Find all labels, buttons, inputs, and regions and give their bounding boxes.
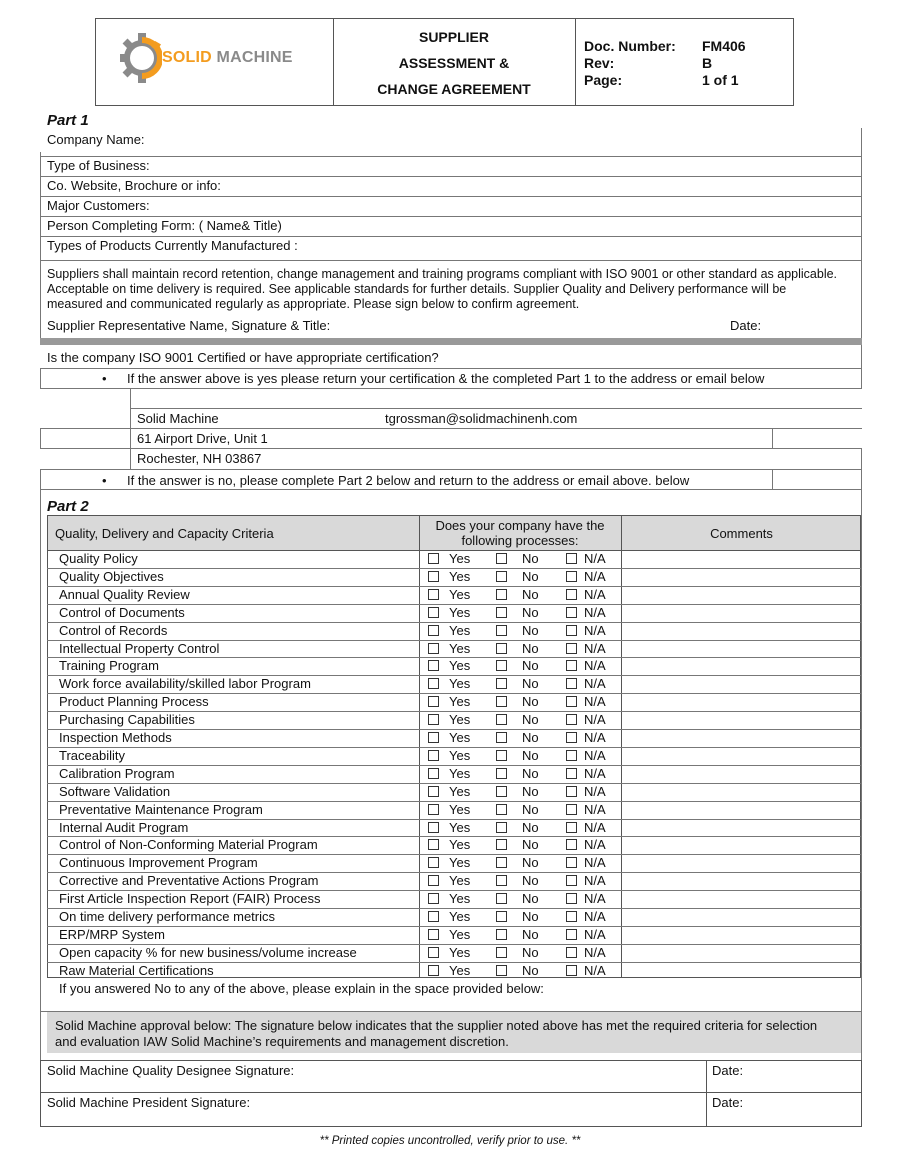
na-checkbox[interactable] [566,625,577,636]
no-label: No [522,873,539,889]
no-checkbox[interactable] [496,732,507,743]
na-label: N/A [584,640,606,656]
no-checkbox[interactable] [496,839,507,850]
no-label: No [522,568,539,584]
no-label: No [522,676,539,692]
yes-checkbox[interactable] [428,589,439,600]
na-checkbox[interactable] [566,947,577,958]
comment-cell[interactable] [622,693,860,711]
form-title-line-1: SUPPLIER [418,29,489,45]
na-label: N/A [584,676,606,692]
table-row [47,604,861,622]
no-checkbox[interactable] [496,589,507,600]
na-label: N/A [584,765,606,781]
bullet: • [102,473,107,488]
na-checkbox[interactable] [566,965,577,976]
form-title-line-2: ASSESSMENT & [398,55,510,71]
yes-label: Yes [449,944,471,960]
form-title-line-3: CHANGE AGREEMENT [377,81,531,97]
na-label: N/A [584,801,606,817]
yes-checkbox[interactable] [428,875,439,886]
criteria-label: First Article Inspection Report (FAIR) Process [59,891,321,907]
no-checkbox[interactable] [496,714,507,725]
comment-cell[interactable] [622,836,860,854]
na-checkbox[interactable] [566,804,577,815]
no-label: No [522,640,539,656]
na-checkbox[interactable] [566,660,577,671]
comment-cell[interactable] [622,944,860,962]
na-label: N/A [584,712,606,728]
yes-checkbox[interactable] [428,678,439,689]
doc-number-label: Doc. Number: [584,38,676,54]
address-street: 61 Airport Drive, Unit 1 [137,431,268,446]
comment-cell[interactable] [622,765,860,783]
no-label: No [522,586,539,602]
na-label: N/A [584,747,606,763]
table-row [47,622,861,640]
no-checkbox[interactable] [496,804,507,815]
na-checkbox[interactable] [566,822,577,833]
na-label: N/A [584,551,606,566]
no-label: No [522,694,539,710]
yes-checkbox[interactable] [428,714,439,725]
yes-checkbox[interactable] [428,696,439,707]
yes-label: Yes [449,676,471,692]
criteria-label: Intellectual Property Control [59,640,220,656]
company-logo [118,30,318,90]
yes-checkbox[interactable] [428,911,439,922]
cell-border [40,368,41,388]
yes-label: Yes [449,730,471,745]
na-checkbox[interactable] [566,857,577,868]
yes-checkbox[interactable] [428,625,439,636]
part1-left-border [40,152,41,340]
bullet-no-text: If the answer is no, please complete Part 2 below and return to the address or email above. below [127,473,690,488]
page-value: 1 of 1 [702,72,739,88]
no-label: No [522,962,539,978]
no-checkbox[interactable] [496,571,507,582]
comment-cell[interactable] [622,711,860,729]
row-rule [40,176,862,177]
major-customers-field[interactable]: Major Customers: [47,198,150,213]
no-label: No [522,783,539,799]
na-label: N/A [584,658,606,674]
no-checkbox[interactable] [496,696,507,707]
table-row [47,836,861,854]
agreement-line-2: Acceptable on time delivery is required. See applicable standards for further details. Supplier Quality and Delivery performance will be [47,282,787,296]
yes-label: Yes [449,586,471,602]
yes-label: Yes [449,568,471,584]
quality-signature-field[interactable]: Solid Machine Quality Designee Signature: [47,1063,295,1078]
yes-checkbox[interactable] [428,947,439,958]
iso-question: Is the company ISO 9001 Certified or have appropriate certification? [47,350,439,365]
na-label: N/A [584,568,606,584]
yes-checkbox[interactable] [428,965,439,976]
na-checkbox[interactable] [566,643,577,654]
comment-cell[interactable] [622,568,860,586]
comment-cell[interactable] [622,675,860,693]
part2-left-border [40,489,41,1061]
criteria-label: Inspection Methods [59,730,172,745]
website-field[interactable]: Co. Website, Brochure or info: [47,178,221,193]
row-rule [40,489,862,490]
no-checkbox[interactable] [496,625,507,636]
row-rule [40,469,862,470]
no-label: No [522,819,539,835]
na-label: N/A [584,944,606,960]
na-checkbox[interactable] [566,786,577,797]
no-label: No [522,891,539,907]
rep-signature-field[interactable]: Supplier Representative Name, Signature & Title: [47,318,331,333]
na-checkbox[interactable] [566,678,577,689]
criteria-label: Continuous Improvement Program [59,855,258,871]
no-checkbox[interactable] [496,857,507,868]
bullet-yes-text: If the answer above is yes please return your certification & the completed Part 1 to the address or email below [127,371,765,386]
address-city: Rochester, NH 03867 [137,451,262,466]
table-row [47,568,861,586]
na-label: N/A [584,604,606,620]
no-label: No [522,747,539,763]
na-checkbox[interactable] [566,875,577,886]
na-checkbox[interactable] [566,571,577,582]
criteria-label: Corrective and Preventative Actions Program [59,873,319,889]
comment-cell[interactable] [622,926,860,944]
comment-cell[interactable] [622,890,860,908]
col-comments-header: Comments [710,526,773,541]
row-rule [40,236,862,237]
yes-checkbox[interactable] [428,768,439,779]
na-label: N/A [584,586,606,602]
president-date-field[interactable]: Date: [712,1095,744,1110]
na-checkbox[interactable] [566,750,577,761]
row-rule [40,1092,862,1093]
approval-line-2: and evaluation IAW Solid Machine’s requirements and management discretion. [55,1034,509,1049]
na-label: N/A [584,622,606,638]
cell-border [40,428,41,448]
table-row [47,801,861,819]
yes-label: Yes [449,747,471,763]
part2-heading: Part 2 [47,498,89,515]
comment-cell[interactable] [622,640,860,658]
comment-cell[interactable] [622,550,860,568]
na-checkbox[interactable] [566,589,577,600]
yes-label: Yes [449,694,471,710]
comment-cell[interactable] [622,586,860,604]
na-label: N/A [584,837,606,853]
row-rule [40,156,862,157]
na-checkbox[interactable] [566,893,577,904]
no-label: No [522,551,539,566]
na-label: N/A [584,855,606,871]
col-processes-header-2: following processes: [461,533,579,548]
row-rule [40,368,862,369]
yes-label: Yes [449,801,471,817]
comment-cell[interactable] [622,783,860,801]
table-row [47,854,861,872]
col-divider [706,1060,707,1127]
criteria-label: Control of Non-Conforming Material Program [59,837,318,853]
rev-label: Rev: [584,55,615,71]
no-label: No [522,730,539,745]
no-label: No [522,801,539,817]
table-row [47,962,861,980]
na-checkbox[interactable] [566,768,577,779]
person-completing-field[interactable]: Person Completing Form: ( Name& Title) [47,218,282,233]
yes-label: Yes [449,712,471,728]
comment-cell[interactable] [622,622,860,640]
table-row [47,765,861,783]
company-name-field[interactable]: Company Name: [47,132,145,147]
comment-cell[interactable] [622,604,860,622]
comment-cell[interactable] [622,801,860,819]
no-checkbox[interactable] [496,607,507,618]
col-criteria-header: Quality, Delivery and Capacity Criteria [55,526,274,541]
part2-right-border [861,489,862,1061]
yes-label: Yes [449,837,471,853]
row-rule [40,196,862,197]
agreement-line-1: Suppliers shall maintain record retention, change management and training programs compliant with ISO 9001 or other standard as applicable. [47,267,838,281]
criteria-label: Control of Records [59,622,168,638]
criteria-label: Quality Policy [59,551,138,566]
no-checkbox[interactable] [496,553,507,564]
yes-checkbox[interactable] [428,929,439,940]
no-checkbox[interactable] [496,750,507,761]
table-row [47,640,861,658]
type-of-business-field[interactable]: Type of Business: [47,158,150,173]
table-row [47,586,861,604]
criteria-label: Control of Documents [59,604,185,620]
no-checkbox[interactable] [496,965,507,976]
table-row [47,675,861,693]
na-label: N/A [584,909,606,924]
criteria-label: Quality Objectives [59,568,164,584]
rev-value: B [702,55,713,71]
yes-checkbox[interactable] [428,750,439,761]
table-row [47,711,861,729]
na-checkbox[interactable] [566,553,577,564]
no-checkbox[interactable] [496,929,507,940]
na-checkbox[interactable] [566,929,577,940]
row-rule [40,260,862,261]
yes-label: Yes [449,926,471,942]
yes-checkbox[interactable] [428,732,439,743]
address-name: Solid Machine [137,411,219,426]
comment-cell[interactable] [622,747,860,765]
yes-label: Yes [449,855,471,871]
na-label: N/A [584,873,606,889]
header-divider [575,18,576,106]
criteria-label: Purchasing Capabilities [59,712,195,728]
part1-heading: Part 1 [47,112,89,129]
comment-cell[interactable] [622,657,860,675]
no-label: No [522,837,539,853]
criteria-label: Work force availability/skilled labor Program [59,676,311,692]
yes-label: Yes [449,622,471,638]
na-label: N/A [584,730,606,745]
no-label: No [522,765,539,781]
table-row [47,890,861,908]
table-row [47,926,861,944]
no-label: No [522,926,539,942]
comment-cell[interactable] [622,962,860,980]
yes-checkbox[interactable] [428,857,439,868]
cell-border [861,448,862,490]
na-label: N/A [584,962,606,978]
criteria-label: Raw Material Certifications [59,962,214,978]
yes-checkbox[interactable] [428,607,439,618]
no-label: No [522,658,539,674]
no-checkbox[interactable] [496,660,507,671]
rep-date-field[interactable]: Date: [730,318,762,333]
table-row [47,693,861,711]
row-rule [40,448,862,449]
president-signature-field[interactable]: Solid Machine President Signature: [47,1095,251,1110]
table-row [47,747,861,765]
row-rule [40,428,862,429]
yes-checkbox[interactable] [428,553,439,564]
na-checkbox[interactable] [566,607,577,618]
page-label: Page: [584,72,623,88]
cell-border [772,469,773,489]
address-email[interactable]: tgrossman@solidmachinenh.com [385,411,578,426]
table-row [47,657,861,675]
table-row [47,783,861,801]
yes-label: Yes [449,891,471,907]
criteria-label: Calibration Program [59,765,175,781]
table-row [47,819,861,837]
products-field[interactable]: Types of Products Currently Manufactured : [47,238,298,253]
no-checkbox[interactable] [496,786,507,797]
cell-border [772,428,773,448]
yes-checkbox[interactable] [428,804,439,815]
yes-checkbox[interactable] [428,893,439,904]
logo-text: SOLID MACHINE [162,49,293,66]
table-row [47,944,861,962]
criteria-label: Training Program [59,658,159,674]
col-processes-header-1: Does your company have the [435,518,605,533]
comment-cell[interactable] [622,819,860,837]
na-label: N/A [584,783,606,799]
row-rule [40,388,862,389]
yes-checkbox[interactable] [428,660,439,671]
yes-label: Yes [449,765,471,781]
comment-cell[interactable] [622,908,860,926]
na-label: N/A [584,694,606,710]
gear-icon [118,30,162,86]
yes-checkbox[interactable] [428,643,439,654]
yes-label: Yes [449,873,471,889]
yes-label: Yes [449,909,471,924]
criteria-label: Annual Quality Review [59,586,190,602]
no-checkbox[interactable] [496,911,507,922]
criteria-label: Software Validation [59,783,171,799]
cell-border [130,388,131,470]
yes-checkbox[interactable] [428,786,439,797]
approval-line-1: Solid Machine approval below: The signature below indicates that the supplier noted above has met the required criteria for selection [55,1018,818,1033]
criteria-label: On time delivery performance metrics [59,909,276,924]
no-checkbox[interactable] [496,947,507,958]
no-label: No [522,855,539,871]
na-label: N/A [584,926,606,942]
yes-checkbox[interactable] [428,822,439,833]
no-label: No [522,622,539,638]
table-row [47,550,861,568]
no-checkbox[interactable] [496,768,507,779]
no-checkbox[interactable] [496,643,507,654]
row-rule [130,408,862,409]
explain-text: If you answered No to any of the above, please explain in the space provided below: [59,981,544,996]
na-checkbox[interactable] [566,714,577,725]
na-label: N/A [584,891,606,907]
comment-cell[interactable] [622,872,860,890]
criteria-label: Product Planning Process [59,694,209,710]
table-row [47,872,861,890]
criteria-label: Internal Audit Program [59,819,189,835]
table-row [47,908,861,926]
criteria-label: Preventative Maintenance Program [59,801,263,817]
no-checkbox[interactable] [496,893,507,904]
na-checkbox[interactable] [566,839,577,850]
yes-label: Yes [449,604,471,620]
no-label: No [522,909,539,924]
bullet: • [102,371,107,386]
yes-checkbox[interactable] [428,839,439,850]
row-rule [40,216,862,217]
yes-label: Yes [449,783,471,799]
quality-date-field[interactable]: Date: [712,1063,744,1078]
no-checkbox[interactable] [496,678,507,689]
criteria-label: Open capacity % for new business/volume increase [59,944,357,960]
part1-right-border [861,128,862,388]
na-checkbox[interactable] [566,732,577,743]
footer-note: ** Printed copies uncontrolled, verify prior to use. ** [319,1135,581,1147]
no-checkbox[interactable] [496,875,507,886]
no-label: No [522,944,539,960]
no-label: No [522,712,539,728]
no-label: No [522,604,539,620]
comment-cell[interactable] [622,854,860,872]
yes-label: Yes [449,658,471,674]
yes-label: Yes [449,962,471,978]
comment-cell[interactable] [622,729,860,747]
yes-label: Yes [449,551,471,566]
yes-label: Yes [449,819,471,835]
yes-label: Yes [449,640,471,656]
no-checkbox[interactable] [496,822,507,833]
cell-border [40,469,41,489]
agreement-line-3: measured and communicated regularly as appropriate. Please sign below to confirm agreement. [47,297,580,311]
criteria-label: ERP/MRP System [59,926,165,942]
yes-checkbox[interactable] [428,571,439,582]
na-label: N/A [584,819,606,835]
doc-number: FM406 [702,38,746,54]
section-divider-bar [40,338,862,345]
table-row [47,729,861,747]
na-checkbox[interactable] [566,696,577,707]
na-checkbox[interactable] [566,911,577,922]
criteria-label: Traceability [59,747,125,763]
